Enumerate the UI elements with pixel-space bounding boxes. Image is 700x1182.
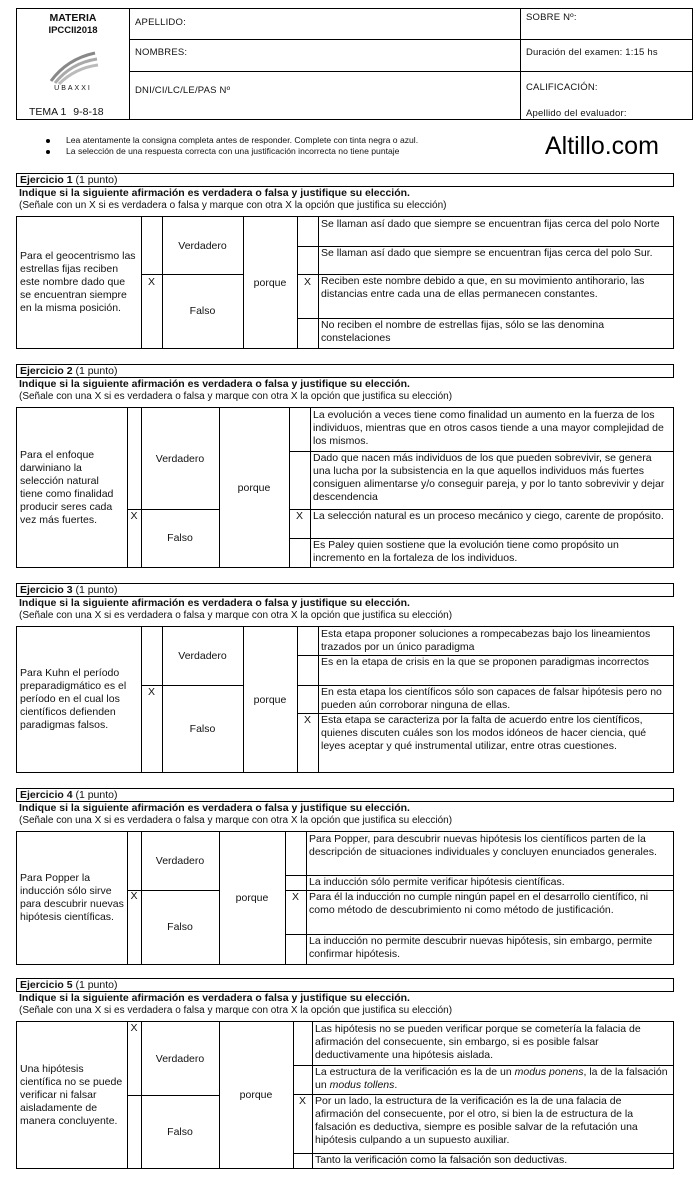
justification-option-1[interactable]: Para Popper, para descubrir nuevas hipótesis los científicos parten de la descripción de situaciones individuales y concluyen enunciados generales. (309, 833, 657, 858)
statement: Para Kuhn el período preparadigmático es el período en el cual los científicos defienden paradigmas falsos. (20, 667, 127, 731)
verdadero-option[interactable]: Verdadero (178, 650, 227, 662)
justification-option-3[interactable]: Para él la inducción no cumple ningún papel en el desarrollo científico, ni como método de descubrimiento ni como método de justificación. (309, 891, 649, 916)
statement: Para Popper la inducción sólo sirve para descubrir nuevas hipótesis científicas. (20, 872, 124, 923)
justification-option-1[interactable]: Esta etapa proponer soluciones a rompecabezas bajo los lineamientos trazados por un único paradigma (321, 628, 651, 653)
falso-option[interactable]: Falso (189, 305, 216, 317)
justification-option-2[interactable]: Es en la etapa de crisis en la que se proponen paradigmas incorrectos (321, 656, 650, 668)
exercise-5 (16, 978, 674, 1166)
falso-option[interactable]: Falso (167, 532, 193, 544)
answer-table (16, 626, 674, 773)
verdadero-option[interactable]: Verdadero (155, 452, 205, 465)
exercise-title: Ejercicio 3 (1 punto) (16, 583, 674, 597)
answer-table (16, 407, 674, 568)
verdadero-option[interactable]: Verdadero (178, 239, 227, 252)
falso-mark[interactable]: X (130, 510, 138, 522)
exercise-instruction: Indique si la siguiente afirmación es verdadera o falsa y justifique su elección. (19, 187, 410, 199)
ubaxxi-logo-icon (47, 51, 99, 85)
falso-mark[interactable]: X (147, 686, 155, 698)
calificacion-field[interactable]: CALIFICACIÓN: (526, 82, 598, 93)
justification-mark[interactable]: X (295, 510, 303, 522)
porque-label: porque (253, 276, 287, 289)
duracion-label: Duración del examen: 1:15 hs (526, 47, 658, 58)
justification-option-1[interactable]: Las hipótesis no se pueden verificar porque se cometería la falacia de afirmación del consecuente, sin embargo, si es posible falsar deductivamente una hipótesis aislada. (315, 1023, 641, 1061)
exercise-title: Ejercicio 2 (1 punto) (16, 364, 674, 378)
instruction-item: La selección de una respuesta correcta con una justificación incorrecta no tiene puntaje (44, 146, 418, 157)
nombres-field[interactable]: NOMBRES: (135, 47, 188, 58)
justification-option-2[interactable]: La inducción sólo permite verificar hipótesis científicas. (309, 876, 565, 888)
falso-option[interactable]: Falso (167, 921, 193, 933)
evaluador-field[interactable]: Apellido del evaluador: (526, 108, 627, 119)
answer-table (16, 1021, 674, 1169)
statement: Para el geocentrismo las estrellas fijas reciben este nombre dado que se encuentran siempre en la misma posición. (20, 250, 136, 314)
falso-option[interactable]: Falso (189, 722, 216, 735)
porque-label: porque (237, 481, 271, 494)
justification-option-3[interactable]: La selección natural es un proceso mecánico y ciego, carente de propósito. (313, 510, 664, 522)
justification-option-4[interactable]: Esta etapa se caracteriza por la falta de acuerdo entre los científicos, quienes discuten cuáles son los modos idóneos de hacer ciencia, qué leyes aceptar y qué instrumental utilizar, entre otras cuestiones. (321, 714, 647, 752)
falso-mark[interactable]: X (130, 890, 138, 902)
justification-mark[interactable]: X (303, 276, 311, 288)
exercise-instruction: Indique si la siguiente afirmación es verdadera o falsa y justifique su elección. (19, 802, 410, 814)
justification-mark[interactable]: X (298, 1095, 306, 1107)
verdadero-option[interactable]: Verdadero (155, 1052, 205, 1065)
justification-option-1[interactable]: La evolución a veces tiene como finalidad un aumento en la fuerza de los individuos, mientras que en otros casos tiende a una mayor complejidad de los mismos. (313, 409, 664, 447)
exercise-title: Ejercicio 4 (1 punto) (16, 788, 674, 802)
exercise-title: Ejercicio 5 (1 punto) (16, 978, 674, 992)
logo-text: UBAXXI (54, 85, 92, 92)
exam-date: 9-8-18 (73, 106, 104, 118)
justification-option-3[interactable]: En esta etapa los científicos sólo son capaces de falsar hipótesis pero no pueden aún corroborar ninguna de ellas. (321, 686, 662, 711)
porque-label: porque (235, 892, 269, 904)
justification-mark[interactable]: X (291, 891, 299, 903)
exercise-instruction: Indique si la siguiente afirmación es verdadera o falsa y justifique su elección. (19, 378, 410, 390)
justification-option-3[interactable]: Por un lado, la estructura de la verificación es la de una falacia de afirmación del consecuente, por el otro, si bien la de estructura de la falsación es deductiva, siempre es posible salvar de la refutación una hipótesis culpando a un supuesto auxiliar. (315, 1095, 638, 1146)
exercise-instruction: Indique si la siguiente afirmación es verdadera o falsa y justifique su elección. (19, 597, 410, 609)
answer-table (16, 216, 674, 349)
statement: Para el enfoque darwiniano la selección natural tiene como finalidad producir seres cada vez más fuertes. (20, 448, 114, 526)
dni-field[interactable]: DNI/CI/LC/LE/PAS Nº (135, 85, 231, 96)
exercise-3 (16, 583, 674, 752)
falso-mark[interactable]: X (147, 276, 155, 288)
justification-option-4[interactable]: Tanto la verificación como la falsación son deductivas. (315, 1154, 568, 1166)
exercise-title: Ejercicio 1 (1 punto) (16, 173, 674, 187)
exercise-instruction: Indique si la siguiente afirmación es verdadera o falsa y justifique su elección. (19, 992, 410, 1004)
justification-option-1[interactable]: Se llaman así dado que siempre se encuentran fijas cerca del polo Norte (321, 218, 660, 230)
watermark: Altillo.com (545, 132, 659, 160)
porque-label: porque (239, 1089, 273, 1101)
exercise-2 (16, 364, 674, 564)
answer-table (16, 831, 674, 965)
justification-option-4[interactable]: La inducción no permite descubrir nuevas hipótesis, sin embargo, permite confirmar hipótesis. (309, 935, 653, 960)
verdadero-mark[interactable]: X (130, 1022, 138, 1034)
justification-option-2[interactable]: Dado que nacen más individuos de los que pueden sobrevivir, se genera una lucha por la subsistencia en la que aquellos individuos más fuertes consiguen alimentarse y/o conseguir pareja, y por lo tanto sobrevivir y dejar descendencia (313, 452, 665, 503)
exercise-4 (16, 788, 674, 960)
falso-option[interactable]: Falso (167, 1125, 193, 1138)
instruction-item: Lea atentamente la consigna completa antes de responder. Complete con tinta negra o azul. (44, 135, 418, 146)
justification-option-2[interactable]: Se llaman así dado que siempre se encuentran fijas cerca del polo Sur. (321, 247, 653, 259)
exam-header (16, 8, 693, 120)
justification-option-2[interactable]: La estructura de la verificación es la de un modus ponens, la de la falsación un modus tollens. (315, 1066, 668, 1091)
materia-label: MATERIA (49, 12, 97, 24)
verdadero-option[interactable]: Verdadero (155, 855, 205, 867)
exercise-subinstruction: (Señale con un X si es verdadera o falsa y marque con otra X la opción que justifica su elección) (19, 200, 447, 211)
exercise-subinstruction: (Señale con una X si es verdadera o falsa y marque con otra X la opción que justifica su elección) (19, 1005, 453, 1016)
exercise-subinstruction: (Señale con una X si es verdadera o falsa y marque con otra X la opción que justifica su elección) (19, 391, 453, 402)
justification-option-4[interactable]: No reciben el nombre de estrellas fijas, sólo se las denomina constelaciones (321, 319, 605, 344)
tema-label: TEMA 1 (29, 106, 67, 118)
statement: Una hipótesis científica no se puede verificar ni falsar aisladamente de manera concluyente. (20, 1062, 123, 1127)
justification-mark[interactable]: X (303, 714, 311, 726)
instructions-list (44, 135, 418, 157)
exercise-1 (16, 173, 674, 344)
exercise-subinstruction: (Señale con una X si es verdadera o falsa y marque con otra X la opción que justifica su elección) (19, 610, 453, 621)
materia-code: IPCCII2018 (48, 25, 98, 36)
apellido-field[interactable]: APELLIDO: (135, 17, 186, 28)
justification-option-3[interactable]: Reciben este nombre debido a que, en su movimiento antihorario, las distancias entre cada una de ellas permanecen constantes. (321, 275, 645, 300)
sobre-field[interactable]: SOBRE Nº: (526, 12, 577, 23)
porque-label: porque (253, 693, 287, 706)
justification-option-4[interactable]: Es Paley quien sostiene que la evolución tiene como propósito un incremento en la fortaleza de los individuos. (313, 539, 619, 564)
exercise-subinstruction: (Señale con una X si es verdadera o falsa y marque con otra X la opción que justifica su elección) (19, 815, 453, 826)
